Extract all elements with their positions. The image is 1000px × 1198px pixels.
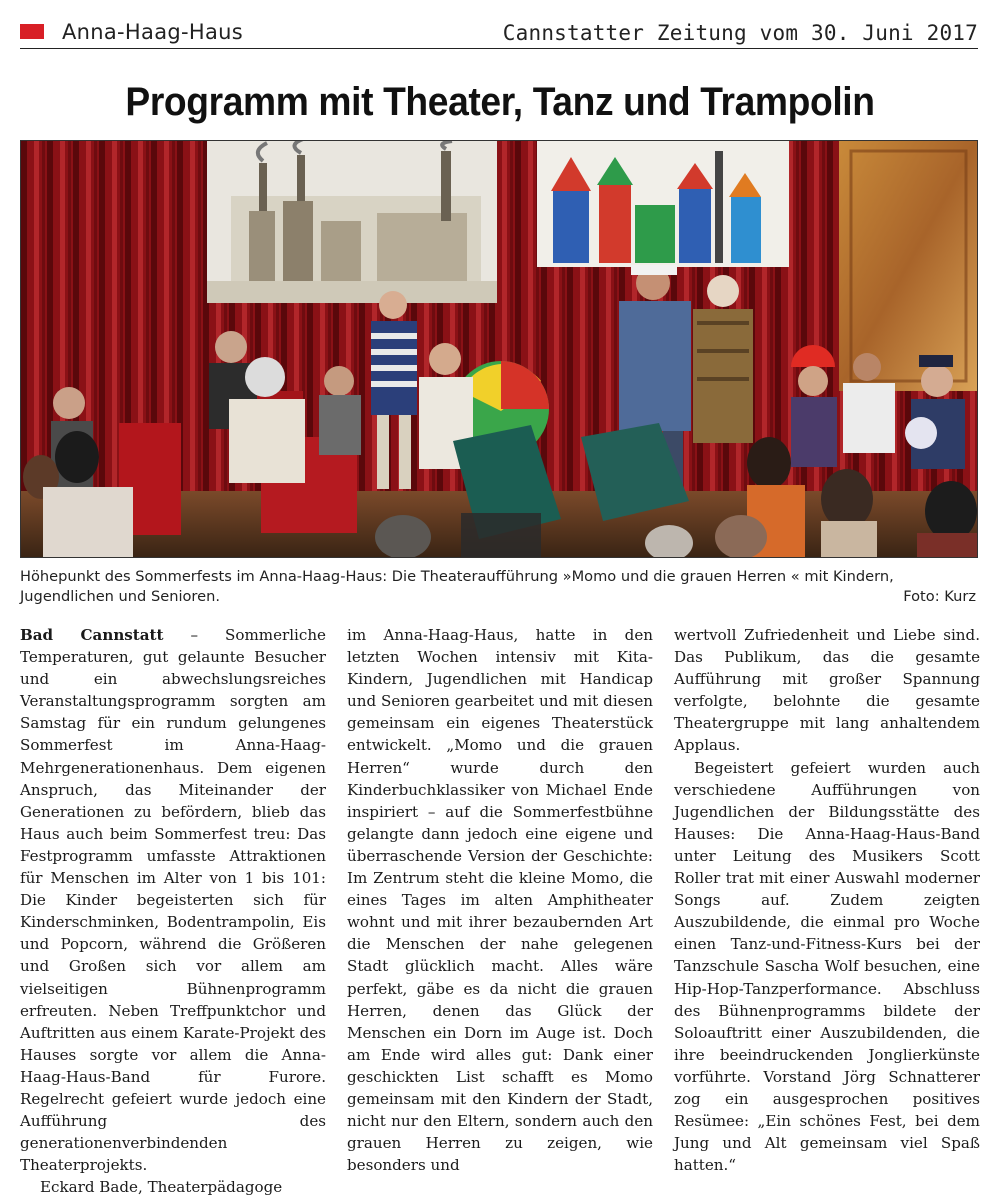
photo-credit: Foto: Kurz <box>903 588 976 605</box>
article-column-3 <box>674 624 980 1176</box>
caption-text: Höhepunkt des Sommerfests im Anna-Haag-Haus: Die Theateraufführung »Momo und die grauen Herren « mit Kindern, Jugendlichen und Senioren. <box>20 568 894 605</box>
article-paragraph <box>20 624 326 1176</box>
dateline: Bad Cannstatt <box>20 626 164 644</box>
section-marker <box>20 24 44 39</box>
stage-performance-photo <box>20 140 978 558</box>
page-header <box>20 18 978 49</box>
article-paragraph: wertvoll Zufriedenheit und Liebe sind. Das Publikum, das die gesamte Aufführung mit großer Spannung verfolgte, belohnte die gesamte Theatergruppe mit lang anhaltendem Applaus. <box>674 626 980 755</box>
article-paragraph: Begeistert gefeiert wurden auch verschiedene Aufführungen von Jugendlichen der Bildungsstätte des Hauses: Die Anna-Haag-Haus-Band unter Leitung des Musikers Scott Roller trat mit einer Auswahl moderner Songs auf. Zudem zeigten Auszubildende, die einmal pro Woche einen Tanz-und-Fitness-Kurs bei der Tanzschule Sascha Wolf besuchen, eine Hip-Hop-Tanzperformance. Abschluss des Bühnenprogramms bildete der Soloauftritt einer Auszubildenden, die ihre beeindruckenden Jonglierkünste vorführte. Vorstand Jörg Schnatterer zog ein ausgesprochen positives Resümee: „Ein schönes Fest, bei dem Jung und Alt gemeinsam viel Spaß hatten.“ <box>674 758 980 1175</box>
article-body <box>20 624 980 1197</box>
article-paragraph: im Anna-Haag-Haus, hatte in den letzten Wochen intensiv mit Kita-Kindern, Jugendlichen mit Handicap und Senioren gearbeitet und mit diesen gemeinsam ein eigenes Theaterstück entwickelt. „Momo und die grauen Herren“ wurde durch den Kinderbuchklassiker von Michael Ende inspiriert – auf die Sommerfestbühne gelangte dann jedoch eine eigene und überraschende Version der Geschichte: Im Zentrum steht die kleine Momo, die eines Tages im alten Amphitheater wohnt und mit ihrer bezaubernden Art die Menschen der nahe gelegenen Stadt glücklich macht. Alles wäre perfekt, gäbe es da nicht die grauen Herren, denen das Glück der Menschen ein Dorn im Auge ist. Doch am Ende wird alles gut: Dank einer geschickten List schafft es Momo gemeinsam mit den Kindern der Stadt, nicht nur den Eltern, sondern auch den grauen Herren zu zeigen, wie besonders und <box>347 626 653 1175</box>
headline: Programm mit Theater, Tanz und Trampolin <box>125 80 875 124</box>
article-column-2 <box>347 624 653 1176</box>
paragraph-text: – Sommerliche Temperaturen, gut gelaunte Besucher und ein abwechslungsreiches Veranstaltungsprogramm sorgten am Samstag für ein rundum gelungenes Sommerfest im Anna-Haag-Mehrgenerationenhaus. Dem eigenen Anspruch, das Miteinander der Generationen zu befördern, blieb das Haus auch beim Sommerfest treu: Das Festprogramm umfasste Attraktionen für Menschen im Alter von 1 bis 101: Die Kinder begeisterten sich für Kinderschminken, Bodentrampolin, Eis und Popcorn, während die Größeren und Großen sich vor allem am vielseitigen Bühnenprogramm erfreuten. Neben Treffpunktchor und Auftritten aus einem Karate-Projekt des Hauses sorgte vor allem die Anna-Haag-Haus-Band für Furore. Regelrecht gefeiert wurde jedoch eine Aufführung des generationenverbindenden Theaterprojekts. <box>20 626 326 1175</box>
article-paragraph: Eckard Bade, Theaterpädagoge <box>40 1178 283 1197</box>
section-label: Anna-Haag-Haus <box>62 20 243 44</box>
publication-source: Cannstatter Zeitung vom 30. Juni 2017 <box>502 21 978 45</box>
photo-caption <box>20 567 976 607</box>
article-column-1 <box>20 624 326 1198</box>
